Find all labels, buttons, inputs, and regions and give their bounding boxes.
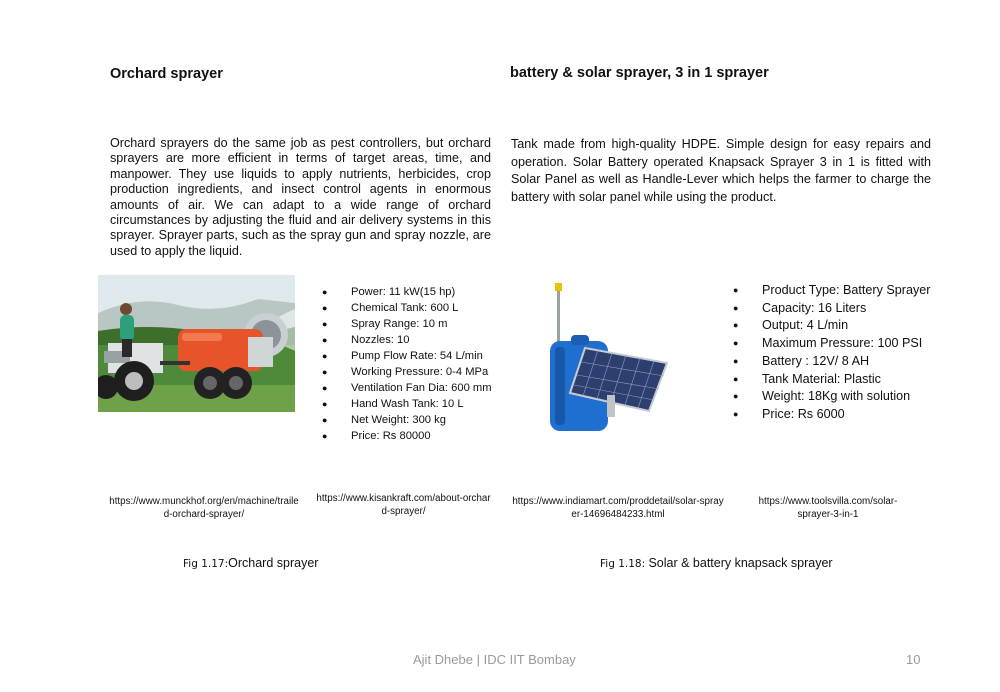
solar-paragraph: Tank made from high-quality HDPE. Simple design for easy repairs and operation. Solar Battery operated Knapsack Sprayer 3 in 1 is fitted with Solar Panel as well as Handle-Lever which helps the farmer to charge the battery with solar panel while using the product. [511, 137, 931, 205]
figure-title: Solar & battery knapsack sprayer [648, 556, 833, 570]
spec-item: ● Battery : 12V/ 8 AH [733, 353, 943, 371]
spec-item: ● Power: 11 kW(15 hp) [322, 284, 494, 300]
orchard-sprayer-photo [98, 275, 295, 412]
spec-item: ● Price: Rs 6000 [733, 406, 943, 424]
spec-item: ● Product Type: Battery Sprayer [733, 282, 943, 300]
spec-item: ● Output: 4 L/min [733, 317, 943, 335]
spec-item: ● Ventilation Fan Dia: 600 mm [322, 380, 494, 396]
orchard-heading: Orchard sprayer [110, 66, 223, 82]
solar-spec-list [733, 282, 943, 424]
orchard-spec-list [322, 284, 494, 444]
spec-item: ● Hand Wash Tank: 10 L [322, 396, 494, 412]
figure-title: Orchard sprayer [228, 556, 319, 570]
spec-item: ● Weight: 18Kg with solution [733, 388, 943, 406]
footer-author: Ajit Dhebe | IDC IIT Bombay [413, 652, 576, 667]
spec-item: ● Chemical Tank: 600 L [322, 300, 494, 316]
orchard-source-link-1[interactable]: https://www.munckhof.org/en/machine/trailed-orchard-sprayer/ [109, 496, 299, 520]
solar-source-link-2[interactable]: https://www.toolsvilla.com/solar-sprayer-3-in-1 [758, 496, 898, 520]
solar-source-link-1[interactable]: https://www.indiamart.com/proddetail/solar-sprayer-14696484233.html [512, 496, 724, 520]
spec-item: ● Nozzles: 10 [322, 332, 494, 348]
solar-sprayer-photo [545, 283, 670, 433]
figure-number: Fig 1.17: [183, 558, 229, 570]
page-number: 10 [906, 652, 921, 667]
spec-item: ● Net Weight: 300 kg [322, 412, 494, 428]
spec-item: ● Capacity: 16 Liters [733, 300, 943, 318]
solar-figure-caption [600, 556, 833, 570]
spec-item: ● Working Pressure: 0-4 MPa [322, 364, 494, 380]
spec-item: ● Maximum Pressure: 100 PSI [733, 335, 943, 353]
orchard-source-link-2[interactable]: https://www.kisankraft.com/about-orchard-sprayer/ [316, 493, 491, 517]
spec-item: ● Spray Range: 10 m [322, 316, 494, 332]
spec-item: ● Pump Flow Rate: 54 L/min [322, 348, 494, 364]
solar-heading: battery & solar sprayer, 3 in 1 sprayer [510, 65, 769, 81]
spec-item: ● Price: Rs 80000 [322, 428, 494, 444]
orchard-paragraph: Orchard sprayers do the same job as pest controllers, but orchard sprayers are more efficient in terms of target areas, time, and manpower. They use liquids to apply nutrients, herbicides, crop production ingredients, and insect control agents in enormous amounts of air. We can adapt to a wide range of orchard circumstances by adjusting the fluid and air delivery systems in this sprayer. Sprayer parts, such as the spray gun and spray nozzle, are used to apply the liquid. [110, 136, 491, 258]
figure-number: Fig 1.18: [600, 558, 649, 570]
orchard-figure-caption [183, 556, 318, 570]
spec-item: ● Tank Material: Plastic [733, 371, 943, 389]
